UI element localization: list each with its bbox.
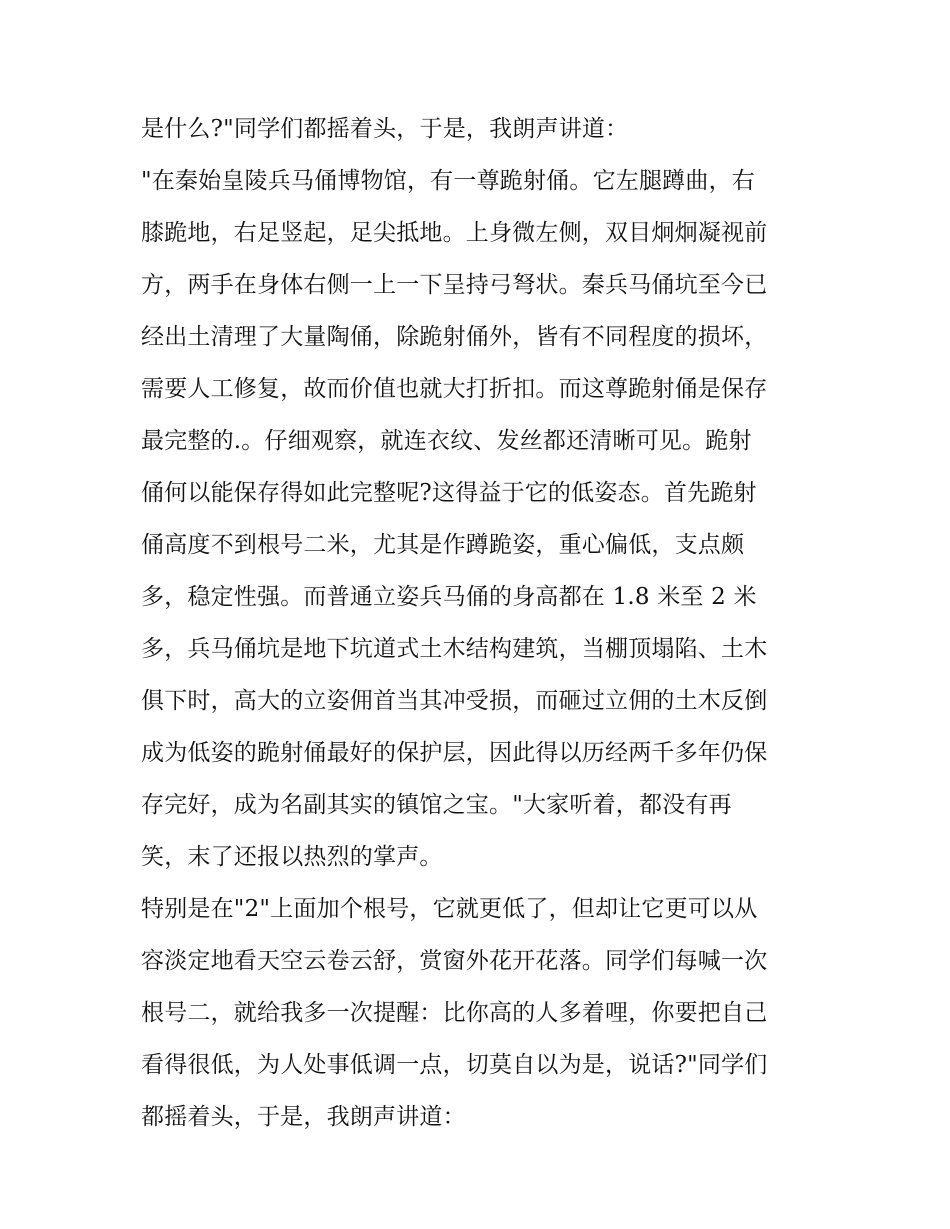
text-line: "在秦始皇陵兵马俑博物馆，有一尊跪射俑。它左腿蹲曲，右 [141, 168, 755, 194]
text-line: 俑高度不到根号二米，尤其是作蹲跪姿，重心偏低，支点颇 [141, 532, 745, 558]
text-line: 需要人工修复，故而价值也就大打折扣。而这尊跪射俑是保存 [141, 376, 768, 402]
text-line: 看得很低，为人处事低调一点，切莫自以为是，说话?"同学们 [141, 1052, 768, 1078]
text-line: 经出土清理了大量陶俑，除跪射俑外，皆有不同程度的损坏， [141, 324, 768, 350]
text-line: 多，稳定性强。而普通立姿兵马俑的身高都在 1.8 米至 2 米 [141, 584, 757, 610]
text-line: 膝跪地，右足竖起，足尖抵地。上身微左侧，双目炯炯凝视前 [141, 220, 768, 246]
text-line: 方，两手在身体右侧一上一下呈持弓弩状。秦兵马俑坑至今已 [141, 272, 768, 298]
text-line: 成为低姿的跪射俑最好的保护层，因此得以历经两千多年仍保 [141, 740, 768, 766]
text-line: 根号二，就给我多一次提醒：比你高的人多着哩，你要把自己 [141, 1000, 768, 1026]
text-line: 俑何以能保存得如此完整呢?这得益于它的低姿态。首先跪射 [141, 480, 757, 506]
text-line: 笑，末了还报以热烈的掌声。 [141, 844, 443, 870]
text-line: 是什么?"同学们都摇着头，于是，我朗声讲道： [141, 116, 629, 142]
text-line: 多，兵马俑坑是地下坑道式土木结构建筑，当棚顶塌陷、土木 [141, 636, 768, 662]
text-line: 最完整的.。仔细观察，就连衣纹、发丝都还清晰可见。跪射 [141, 428, 752, 454]
text-line: 都摇着头，于是，我朗声讲道： [141, 1104, 466, 1130]
text-line: 存完好，成为名副其实的镇馆之宝。"大家听着，都没有再 [141, 792, 732, 818]
text-line: 容淡定地看天空云卷云舒，赏窗外花开花落。同学们每喊一次 [141, 948, 768, 974]
text-line: 特别是在"2"上面加个根号，它就更低了，但却让它更可以从 [141, 896, 758, 922]
text-line: 俱下时，高大的立姿佣首当其冲受损，而砸过立佣的土木反倒 [141, 688, 768, 714]
